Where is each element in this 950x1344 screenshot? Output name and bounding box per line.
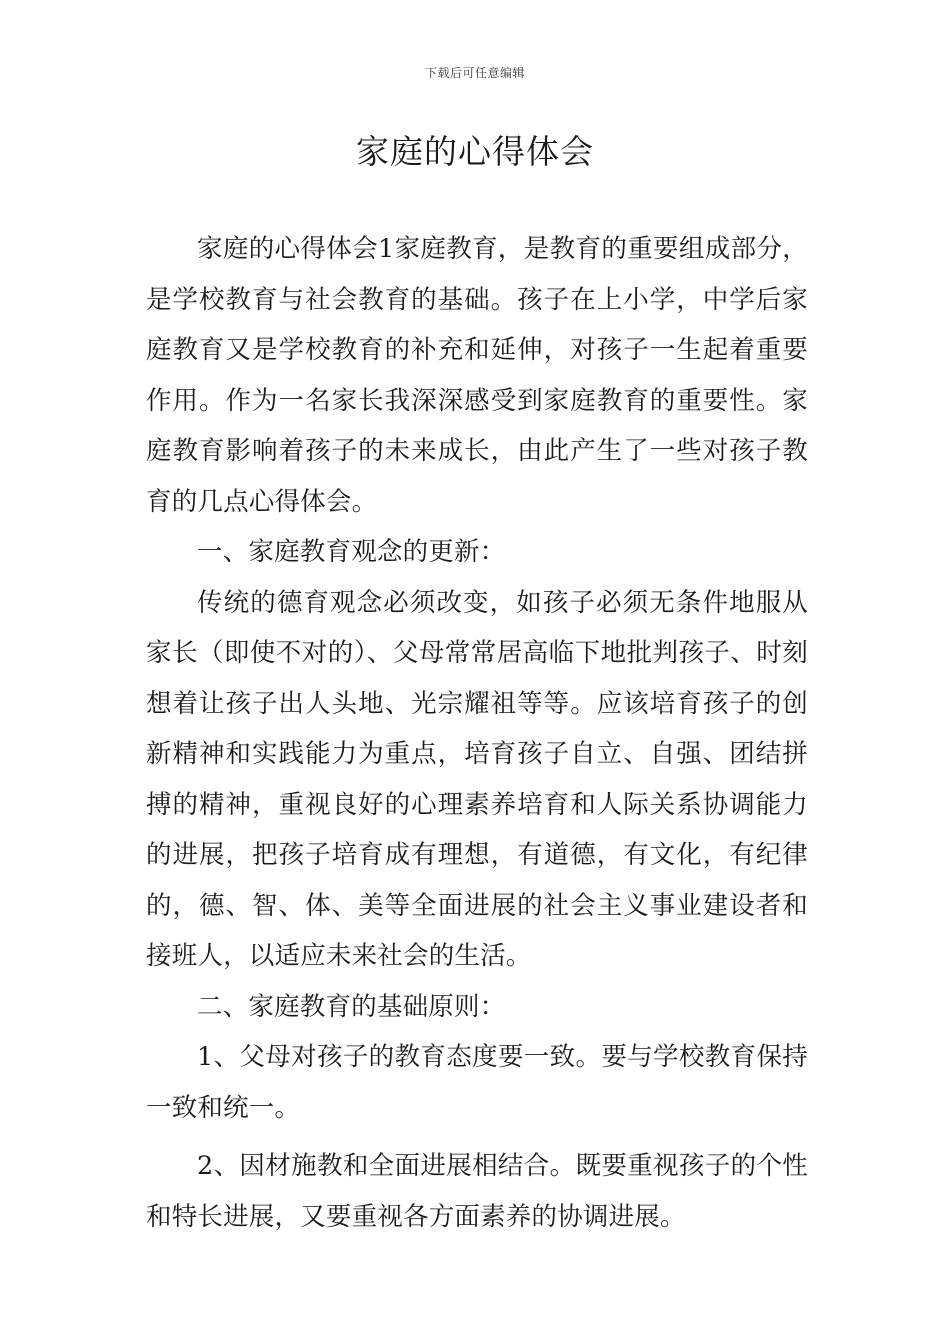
paragraph-principle-1: 1、父母对孩子的教育态度要一致。要与学校教育保持一致和统一。 — [146, 1042, 808, 1123]
section-heading-2: 二、家庭教育的基础原则： — [197, 991, 506, 1022]
paragraph-section-1: 传统的德育观念必须改变，如孩子必须无条件地服从家长（即使不对的）、父母常常居高临下地批判孩子、时刻想着让孩子出人头地、光宗耀祖等等。应该培育孩子的创新精神和实践能力为重点，培育孩子自立、自强、团结拼搏的精神，重视良好的心理素养培育和人际关系协调能力的进展，把孩子培育成有理想，有道德，有文化，有纪律的，德、智、体、美等全面进展的社会主义事业建设者和接班人，以适应未来社会的生活。 — [146, 587, 808, 971]
section-heading-1: 一、家庭教育观念的更新： — [197, 537, 506, 567]
document-title: 家庭的心得体会 — [356, 132, 594, 171]
paragraph-intro: 家庭的心得体会1家庭教育，是教育的重要组成部分，是学校教育与社会教育的基础。孩子在上小学，中学后家庭教育又是学校教育的补充和延伸，对孩子一生起着重要作用。作为一名家长我深深感受到家庭教育的重要性。家庭教育影响着孩子的未来成长，由此产生了一些对孩子教育的几点心得体会。 — [146, 234, 808, 517]
paragraph-principle-2: 2、因材施教和全面进展相结合。既要重视孩子的个性和特长进展，又要重视各方面素养的协调进展。 — [146, 1151, 808, 1232]
header-note: 下载后可任意编辑 — [424, 66, 525, 80]
document-body — [146, 224, 808, 1242]
